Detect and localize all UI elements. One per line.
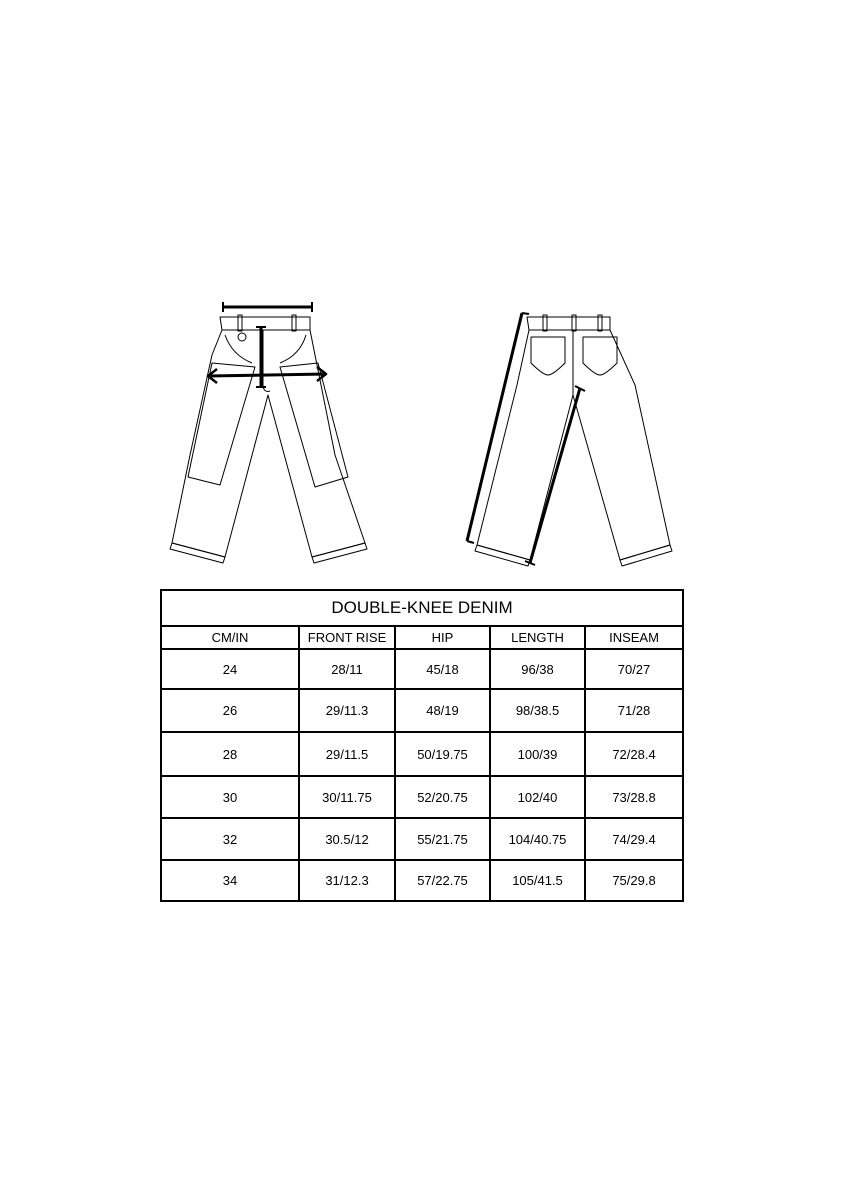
cell-inseam: 75/29.8	[585, 860, 683, 901]
table-title-row	[161, 590, 683, 626]
cell-length: 102/40	[490, 776, 585, 818]
cell-hip: 50/19.75	[395, 732, 490, 776]
column-header-front-rise: FRONT RISE	[299, 626, 395, 649]
cell-size: 28	[161, 732, 299, 776]
table-row	[161, 649, 683, 689]
table-title: DOUBLE-KNEE DENIM	[161, 590, 683, 626]
cell-hip: 45/18	[395, 649, 490, 689]
table-row	[161, 860, 683, 901]
cell-inseam: 71/28	[585, 689, 683, 732]
cell-length: 98/38.5	[490, 689, 585, 732]
cell-front-rise: 28/11	[299, 649, 395, 689]
cell-hip: 48/19	[395, 689, 490, 732]
cell-length: 100/39	[490, 732, 585, 776]
size-chart-table	[160, 589, 684, 902]
cell-front-rise: 30.5/12	[299, 818, 395, 860]
cell-front-rise: 30/11.75	[299, 776, 395, 818]
cell-hip: 55/21.75	[395, 818, 490, 860]
cell-size: 26	[161, 689, 299, 732]
column-header-inseam: INSEAM	[585, 626, 683, 649]
table-row	[161, 732, 683, 776]
cell-length: 96/38	[490, 649, 585, 689]
cell-front-rise: 31/12.3	[299, 860, 395, 901]
jeans-front-diagram-icon	[160, 295, 375, 570]
cell-inseam: 72/28.4	[585, 732, 683, 776]
cell-inseam: 70/27	[585, 649, 683, 689]
table-row	[161, 776, 683, 818]
jeans-back-diagram-icon	[455, 305, 680, 575]
cell-size: 32	[161, 818, 299, 860]
cell-length: 104/40.75	[490, 818, 585, 860]
cell-length: 105/41.5	[490, 860, 585, 901]
column-header-hip: HIP	[395, 626, 490, 649]
table-row	[161, 818, 683, 860]
cell-hip: 52/20.75	[395, 776, 490, 818]
cell-front-rise: 29/11.3	[299, 689, 395, 732]
cell-inseam: 74/29.4	[585, 818, 683, 860]
cell-inseam: 73/28.8	[585, 776, 683, 818]
table-header-row	[161, 626, 683, 649]
cell-front-rise: 29/11.5	[299, 732, 395, 776]
cell-size: 30	[161, 776, 299, 818]
cell-hip: 57/22.75	[395, 860, 490, 901]
table-row	[161, 689, 683, 732]
cell-size: 24	[161, 649, 299, 689]
cell-size: 34	[161, 860, 299, 901]
column-header-length: LENGTH	[490, 626, 585, 649]
column-header-size: CM/IN	[161, 626, 299, 649]
